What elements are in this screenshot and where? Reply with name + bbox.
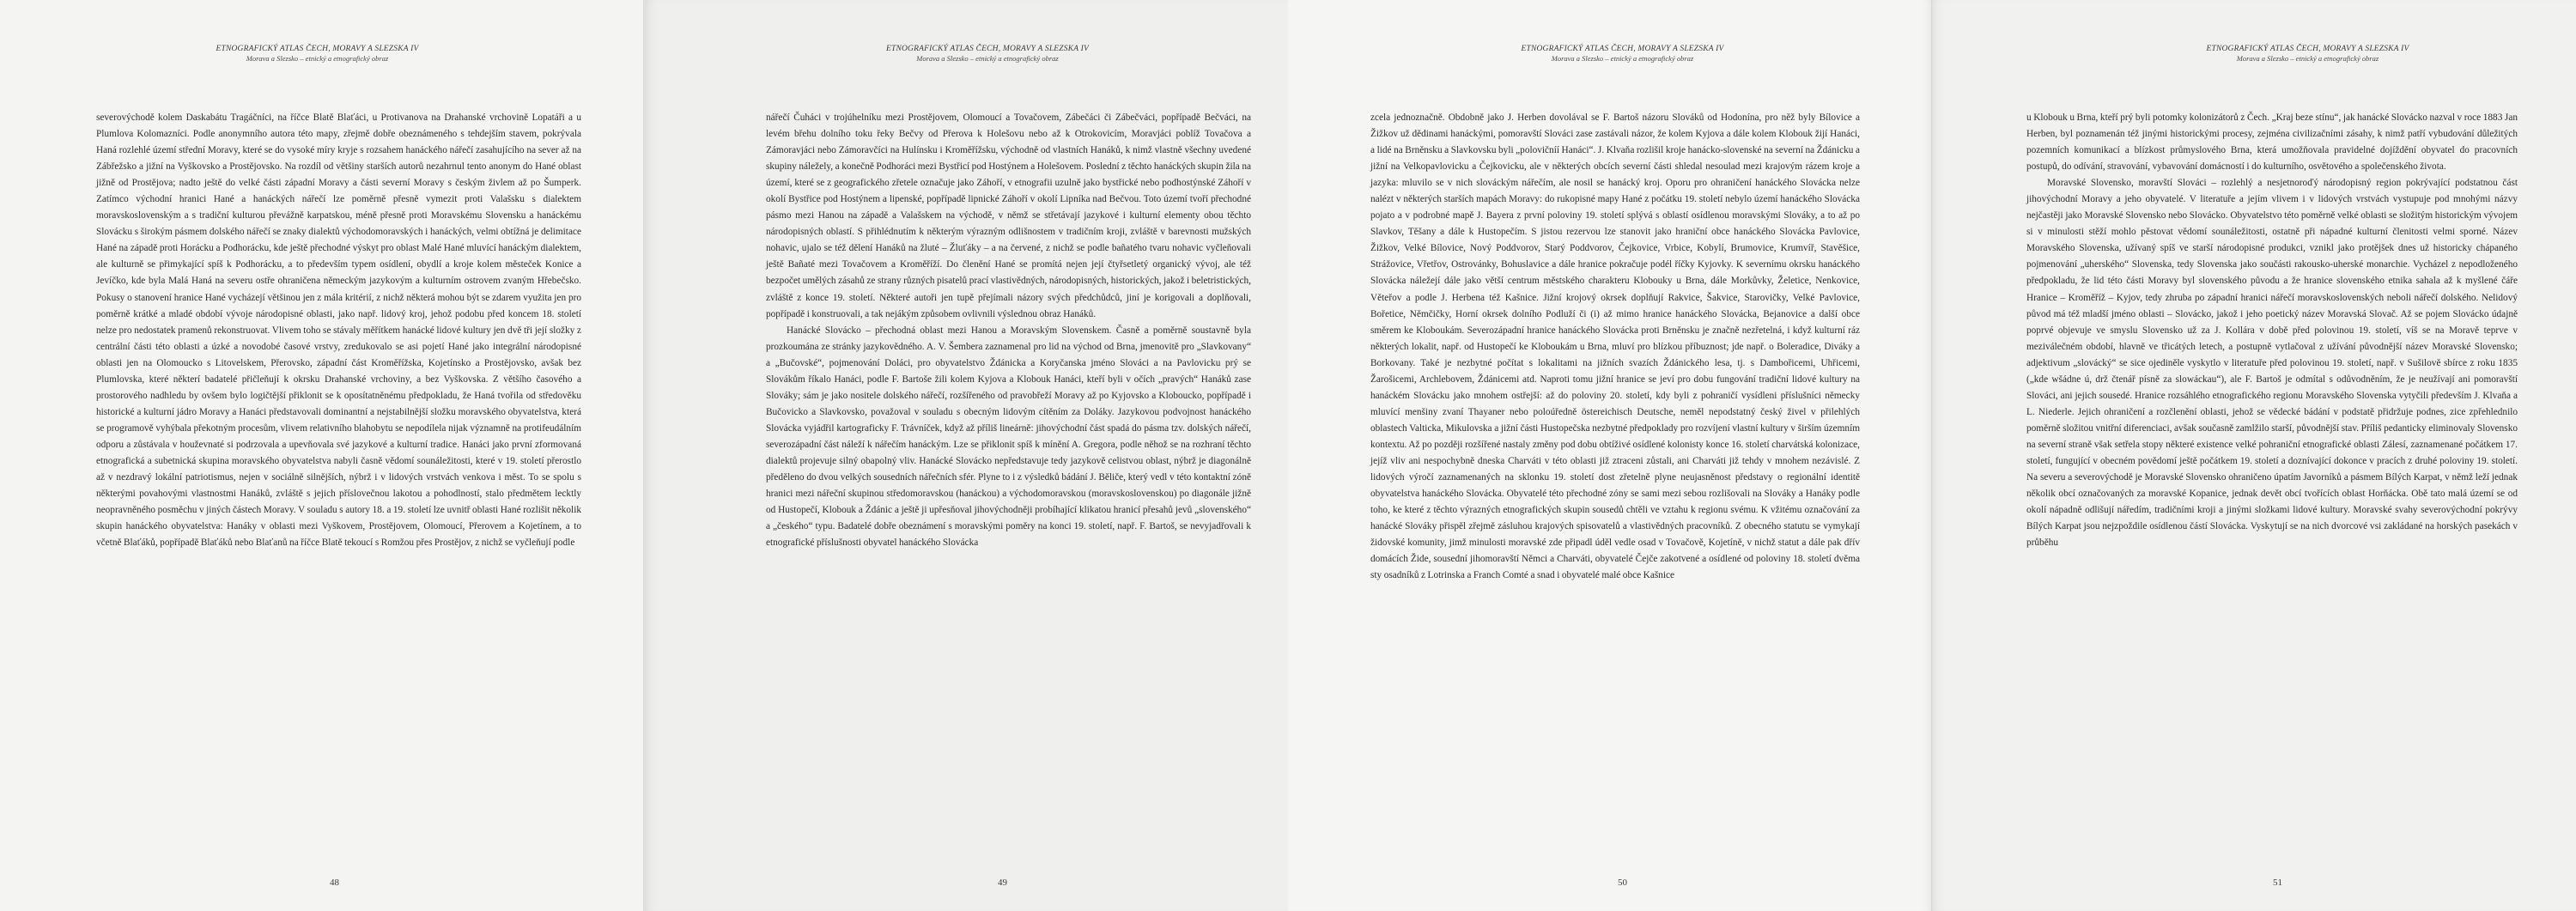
- page-51: [1932, 0, 2576, 911]
- paragraph: Hanácké Slovácko – přechodná oblast mezi Hanou a Moravským Slovenskem. Časně a poměrně soustavně byla prozkoumána ze stránky jazykovědného. A. V. Šembera zaznamenal pro lid na východ od Brna, jmenovitě pro „Slavkovany“ a „Bučovské“, pojmenování Doláci, pro obyvatelstvo Ždánicka a Koryčanska jméno Slováci a na Pavlovicku prý se Slovákům říkalo Hanáci, podle F. Bartoše žili kolem Kyjova a Klobouk Hanáci, kteří byli v očích „pravých“ Hanáků zase Slováky; sám je jako nositele dolského nářečí, rozšířeného od pravobřeží Moravy až po Kyjovsko a Kloboucko, popřípadě i Bučovicko a Slavkovsko, považoval v souladu s obecným lidovým cítěním za Doláky. Jazykovou podvojnost hanáckého Slovácka vyjádřil kartograficky F. Trávníček, když až příliš lineárně: jihovýchodní část spadá do pásma tzv. dolských nářečí, severozápadní část náleží k nářečím hanáckým. Lze se přiklonit spíš k mínění A. Gregora, podle něhož se na rozhraní těchto dialektů projevuje silný obapolný vliv. Hanácké Slovácko nepředstavuje tedy jazykově celistvou oblast, nýbrž je diagonálně předěleno do dvou velkých sousedních nářečních sfér. Plyne to i z výsledků bádání J. Běliče, který vedl v této kontaktní zóně hranici mezi nářeční skupinou středomoravskou (hanáckou) a východomoravskou (moravskoslovenskou) po diagonále jižně od Hustopečí, Klobouk a Ždánic a ještě ji upřesňoval jihovýchodněji probíhající klikatou hranicí přesahů jevů „slovenského“ a „českého“ typu. Badatelé dobře obeznámení s moravskými poměry na konci 19. století, např. F. Bartoš, se nevyjadřovali k etnografické příslušnosti obyvatel hanáckého Slovácka: [766, 325, 1251, 549]
- paragraph: Moravské Slovensko, moravští Slováci – rozlehlý a nesjetnoroďý národopisný region pokrývající podstatnou část jihovýchodní Moravy a jeho obyvatelé. V literatuře a jejím vlivem i v lidových vrstvách vystupuje pod mnohými názvy nejčastěji jako Moravské Slovensko nebo Slovácko. Obyvatelstvo této poměrně velké oblasti se složitým historickým vývojem si v minulosti stěží mohlo pěstovat vědomí sounáležitosti, ostatně při nápadné kulturní členitosti velmi sporné. Název Moravského Slovenska, užívaný spíš ve starší národopisné produkci, vznikl jako protějšek dnes už historicky chápaného pojmenování „uherského“ Slovenska, tedy Slovenska jako součásti rakousko-uherské monarchie. Vycházel z nepodloženého předpokladu, že lid této části Moravy byl slovenského původu a že hranice slovenského etnika sahala až k myšlené čáře Hranice – Kroměříž – Kyjov, tedy zhruba po západní hranici nářečí moravskoslovenských neboli nářečí dolského. Nelidový původ má též mladší jméno oblasti – Slovácko, jakož i jeho poetický název Moravská Slovač. Až se pojem Slovácko údajně poprvé objevuje ve smyslu Slovensko už za J. Kollára v době před polovinou 19. století, víš se na Moravě teprve v meziválečném období, hlavně ve třicátých letech, a postupně vytlačoval z užívání původnější název Moravské Slovensko; adjektivum „slovácký“ se sice ojediněle vyskytlo v literatuře před polovinou 19. století, např. v Sušilově sbírce z roku 1835 („kde wšádne ú, drž čtenář písně za slowáckau“), ale F. Bartoš je odmítal s odůvodněním, že je neužívají ani pomoravští Slováci, ani jejich sousedé. Hranice rozsáhlého etnografického regionu Moravského Slovenska vytyčili především J. Klvaňa a L. Niederle. Jejich ohraničení a rozčlenění oblasti, jehož se vědecké bádání v podstatě přidržuje podnes, zice zpřehlednilo poměrně složitou vnitřní diferenciaci, avšak současně zamlžilo starší, původnější stav. Příliš pedanticky eliminovaly Slovensko na severní straně však setřela stopy některé existence velké pohraniční etnografické oblasti Zálesí, zaznamenané počátkem 17. století, fungující v obecném povědomí ještě počátkem 19. století a doznívající dokonce v pracích z druhé poloviny 19. století. Na severu a severovýchodě je Moravské Slovensko ohraničeno úpatím Javorníků a pásmem Bílých Karpat, v němž leží jednak několik obcí označovaných za moravské Kopanice, jednak devět obcí tvořících oblast Horňácka. Obě tato malá území se od okolí nápadně odlišují náředím, tradičními kroji a jinými složkami lidové kultury. Moravské svahy severovýchodní pokrývy Bílých Karpat jsou nejzpoždile osídlenou částí Slovácka. Vyskytují se na nich dvorcové vsi zakládané na horských pasekách v průběhu: [2026, 178, 2518, 549]
- page-number: 48: [330, 878, 339, 888]
- running-head-title: ETNOGRAFICKÝ ATLAS ČECH, MORAVY A SLEZSKA IV: [2206, 45, 2409, 53]
- page-49: [644, 0, 1288, 911]
- body-text: [2026, 110, 2518, 551]
- running-head: [1451, 45, 1794, 63]
- running-head-subtitle: Morava a Slezsko – etnický a etnografický obraz: [916, 54, 1059, 63]
- running-head-subtitle: Morava a Slezsko – etnický a etnografický obraz: [246, 54, 389, 63]
- page-50: [1288, 0, 1932, 911]
- running-head-title: ETNOGRAFICKÝ ATLAS ČECH, MORAVY A SLEZSKA IV: [1521, 45, 1724, 53]
- page-48: [0, 0, 644, 911]
- paragraph: nářečí Čuháci v trojúhelníku mezi Prostějovem, Olomoucí a Tovačovem, Zábečáci či Zábečváci, popřípadě Bečváci, na levém břehu dolního toku řeky Bečvy od Přerova k Holešovu nebo až k Otrokovicím, Moravjáci poblíž Tovačova a Zámoravjáci nebo Zámoravčíci na Hulínsku i Kroměřížsku, východně od vlastních Hanáků, k nimž vlastně všechny uvedené skupiny náležely, a konečně Podhoráci mezi Bystřicí pod Hostýnem a Holešovem. Poslední z těchto hanáckých skupin žila na území, které se z geografického zřetele označuje jako Záhoří, v etnografii uzulně jako bystřické nebo podhostýnské Záhoří v okolí Bystřice pod Hostýnem a lipenské, popřípadě lipnické Záhoří v okolí Lipníka nad Bečvou. Toto území tvoří přechodné pásmo mezi Hanou na západě a Valašskem na východě, v němž se střetávají jazykové i kulturní elementy obou těchto národopisných oblastí. S přihlédnutím k některým výrazným odlišnostem v tradičním kroji, zvláště v barevnosti mužských nohavic, ujalo se též dělení Hanáků na žluté – Žluťáky – a na červené, z nichž se podle bañatého tvaru nohavic vyčleňovali ještě Bañaté mezi Tovačovem a Kroměříží. Do členění Hané se promítá nejen její čtyřsetletý organický vývoj, ale též bezpočet umělých zásahů ze strany různých pisatelů prací vlastivědných, národopisných, historických, jakož i beletristických, zvláště z konce 19. století. Některé autoři jen tupě přejímali názory svých předchůdců, jiní je korigovali a doplňovali, popřípadě i konstruovali, a tak nejákým způsobem ovlivnili výslednou obraz Hanáků.: [766, 112, 1251, 319]
- running-head-subtitle: Morava a Slezsko – etnický a etnografický obraz: [1551, 54, 1694, 63]
- body-text: [1370, 110, 1860, 584]
- paragraph: u Klobouk u Brna, kteří prý byli potomky kolonizátorů z Čech. „Kraj beze stínu“, jak hanácké Slovácko nazval v roce 1883 Jan Herben, byl poznamenán též jinými historickými procesy, zejména civilizačními zásahy, k nimž patří vybudování důležitých pozemních komunikací a blízkost průmyslového Brna, která umožňovala pravidelné dojíždění obyvatel do pracovních postupů, do odívání, stravování, vybavování domácností i do kulturního, osvětového a společenského života.: [2026, 112, 2518, 173]
- running-head: [2129, 45, 2486, 63]
- running-head: [837, 45, 1138, 63]
- running-head-subtitle: Morava a Slezsko – etnický a etnografický obraz: [2236, 54, 2379, 63]
- body-text: [766, 110, 1251, 551]
- paragraph: zcela jednoznačně. Obdobně jako J. Herben dovolával se F. Bartoš názoru Slováků od Hodonína, pro něž byly Bílovice a Žižkov už dědinami hanáckými, pomoravští Slováci zase zastávali názor, že kolem Kyjova a dále kolem Klobouk žijí Hanáci, a lidé na Brněnsku a Slavkovsku byli „polovičníí Hanáci“. J. Klvaňa rozlišil kroje hanácko-slovenské na severní na Ždánicku a jižní na Velkopavlovicku a Čejkovicku, ale v některých obcích severní části shledal nesoulad mezi krajovým rázem kroje a jazyka: mluvilo se v nich slováckým nářečím, ale nosil se hanácký kroj. Oporu pro ohraničení hanáckého Slovácka nelze nalézt v některých starších mapách Moravy: do rukopisné mapy Hané z počátku 19. století nebylo území hanáckého Slovácka pojato a v podrobné mapě J. Bayera z první poloviny 19. století splývá s oblastí osídlenou moravskými Slováky, a to až po Slavkov, Těšany a dále k Hustopečím. S jistou rezervou lze stanovit jako hraniční obce hanáckého Slovácka Pavlovice, Žižkov, Velké Bílovice, Nový Poddvorov, Starý Poddvorov, Čejkovice, Vrbice, Kobylí, Brumovice, Krumvíř, Stavěšice, Strážovice, Vřetřov, Ostrovánky, Bohuslavice a dále hranice pokračuje podél říčky Kyjovky. K severnímu okrsku hanáckého Slovácka náležejí dále jako větší centrum městského charakteru Klobouky u Brna, dále Morkůvky, Želetice, Nenkovice, Věteřov a podle J. Herbena též Kašnice. Jižní krojový okrsek doplňují Rakvice, Šakvice, Starovičky, Velké Pavlovice, Bořetice, Němčičky, Horní okrsek dolního Podluží či (i) až mimo hranice hanáckého Slovácka, Bejanovice a další obce směrem ke Kloboukám. Severozápadní hranice hanáckého Slovácka proti Brněnsku je značně nezřetelná, i když kulturní ráz některých lokalit, např. od Hustopečí ke Kloboukám u Brna, mluví pro blízkou příbuznost; jde např. o Boleradice, Diváky a Borkovany. Také je nezbytné počítat s lokalitami na jižních svazích Ždánického lesa, tj. s Dambořicemi, Uhřicemi, Žarošicemi, Archlebovem, Ždánicemi atd. Naproti tomu jižní hranice se jeví pro dobu fungování tradiční lidové kultury na hanáckém Slovácku jako mnohem ostřejší: až do poloviny 20. století, kdy byli z pohraničí vysídleni příslušníci německy mluvící menšiny zvaní Thayaner nebo poloúředně östereichisch Deutsche, neměl nepodstatný český živel v přilehlých oblastech Valticka, Mikulovska a jižní části Hustopečska nezbytné předpoklady pro rozvíjení vlastní kultury v širším územním kontextu. Až po později rozšířené nastaly změny pod dobu obtíživé osídlené kolonisty konce 16. století charvátská kolonizace, jejíž vliv ani nespochybně dneska Charváti v této oblasti již ztraceni zůstali, ani Charváti již tehdy v mnohem nezávislé. Z lidových výročí zaznamenaných na sklonku 19. století dost zřetelně plyne neujasněnost představy o regionální identitě obyvatelstva hanáckého Slovácka. Obyvatelé této přechodné zóny se sami mezi sebou rozlišovali na Slováky a Hanáky podle toho, ke které z těchto výrazných etnografických skupin sousedů chtěli ve vztahu k regionu svému. K vžitému označování za hanácké Slováky přispěl zřejmě zásluhou krajových spisovatelů a vlastivědných pracovníků. Z obecného statutu se vymykají židovské komunity, jimž minulosti moravské zde připadl úděl vedle osad v Tovačově, Kojetíně, v nichž statut a dále pak dřív domácích Žide, sousední jihomoravští Němci a Charváti, obyvatelé Čejče zakotvené a osídlené od poloviny 18. století dvěma sty osadníků z Lotrinska a Franch Comté a snad i obyvatelé malé obce Kašnice: [1370, 112, 1860, 581]
- page-number: 50: [1618, 878, 1627, 888]
- page-number: 51: [2273, 878, 2282, 888]
- running-head-title: ETNOGRAFICKÝ ATLAS ČECH, MORAVY A SLEZSKA IV: [885, 45, 1090, 53]
- running-head: [120, 45, 514, 63]
- page-number: 49: [998, 878, 1007, 888]
- paragraph: severovýchodě kolem Daskabátu Tragáčníci, na říčce Blatě Blaťáci, u Protivanova na Drahanské vrchovině Lopatáři a u Plumlova Kolomazníci. Podle anonymního autora této mapy, zřejmě dobře obeznámeného s tehdejším stavem, pokrývala Haná rozlehlé území střední Moravy, které se do vysoké míry kryje s rozsahem hanáckého nářečí zasahujícího na sever až na Zábřežsko a jižní na Vyškovsko a Prostějovsko. Na rozdíl od většiny starších autorů nezahrnul tento anonym do Hané oblast jižně od Prostějova; nadto ještě do velké části západní Moravy a části severní Moravy s českým živlem až po Šumperk. Zatímco východní hranici Hané a hanáckých nářečí lze poměrně přesně vymezit proti Valašsku s dialektem moravskoslovenským a s tradiční kulturou převážně karpatskou, méně přesně proti Moravskému Slovensku a hanáckému Slovácku s širokým pásmem dolského nářečí se znaky dialektů východomoravských i hanáckých, velmi obtížná je delimitace Hané na západě proti Horácku a Podhorácku, kde ještě přechodné výskyt pro oblast Malé Hané mluvící hanáckým dialektem, ale kulturně se přimykající spíš k Podhorácku, a to především typem osídlení, obydlí a kroje kolem městeček Konice a Jevíčko, kde byla Malá Haná na severu ostře ohraničena německým jazykovým a kulturním ostrovem zvaným Hřebečsko. Pokusy o stanovení hranice Hané vycházejí většinou jen z mála kritérií, z nichž některá mohou být se zdarem využita jen pro poměrně krátké a mladé období vývoje národopisné oblasti, jako např. lidový kroj, jehož podobu před koncem 18. století nelze pro nedostatek pramenů rekonstruovat. Vlivem toho se stávaly měřítkem hanácké lidové kultury jen dvě tři její složky z centrální části této oblasti a úzké a novodobé časové vrstvy, zredukovalo se asi pojetí Hané jako integrální národopisné oblasti jen na Olomoucko s Litovelskem, Přerovsko, západní část Kroměřížska, Kojetínsko a Prostějovsko, avšak bez Plumlovska, které některí badatelé přičleňují k okrsku Drahanské vrchoviny, a bez Vyškovska. Z většího časového a prostorového nadhledu by ovšem bylo logičtější přiklonit se k oposítatněnému předpokladu, že Haná tvořila od středověku historické a kulturní jádro Moravy a Hanáci představovali dominantní a nejstabilnější složku moravského obyvatelstva, která se programově vyhýbala překotným procesům, vlivem relativního blahobytu se nepodílela nijak významně na protifeudálním odporu a zůstávala v houževnaté si podrzovala a upevňovala své jazykové a kulturní tradice. Hanáci jako první zformovaná etnografická a subetnická skupina moravského obyvatelstva nabyli časně vědomí sounáležitosti, které v 19. století přerostlo až v nezdravý lokální patriotismus, nejen v sociálně silnějších, nýbrž i v lidových vrstvách venkova i měst. To se spolu s některými povahovými vlastnostmi Hanáků, zvláště s jejich příslovečnou lakotou a pohodlností, stalo předmětem lecktly neopravněného posměchu v jiných částech Moravy. V souladu s autory 18. a 19. století lze uvnitř oblasti Hané rozlišit několik skupin hanáckého obyvatelstva: Hanáky v oblasti mezi Vyškovem, Prostějovem, Olomoucí, Přerovem a Kojetínem, a to včetně Blaťáků, popřípadě Blaťáků nebo Blaťanů na říčce Blatě tekoucí s Romžou přes Prostějov, z nichž se vyčleňují podle: [96, 112, 581, 549]
- body-text: [96, 110, 581, 551]
- running-head-title: ETNOGRAFICKÝ ATLAS ČECH, MORAVY A SLEZSKA IV: [216, 45, 419, 53]
